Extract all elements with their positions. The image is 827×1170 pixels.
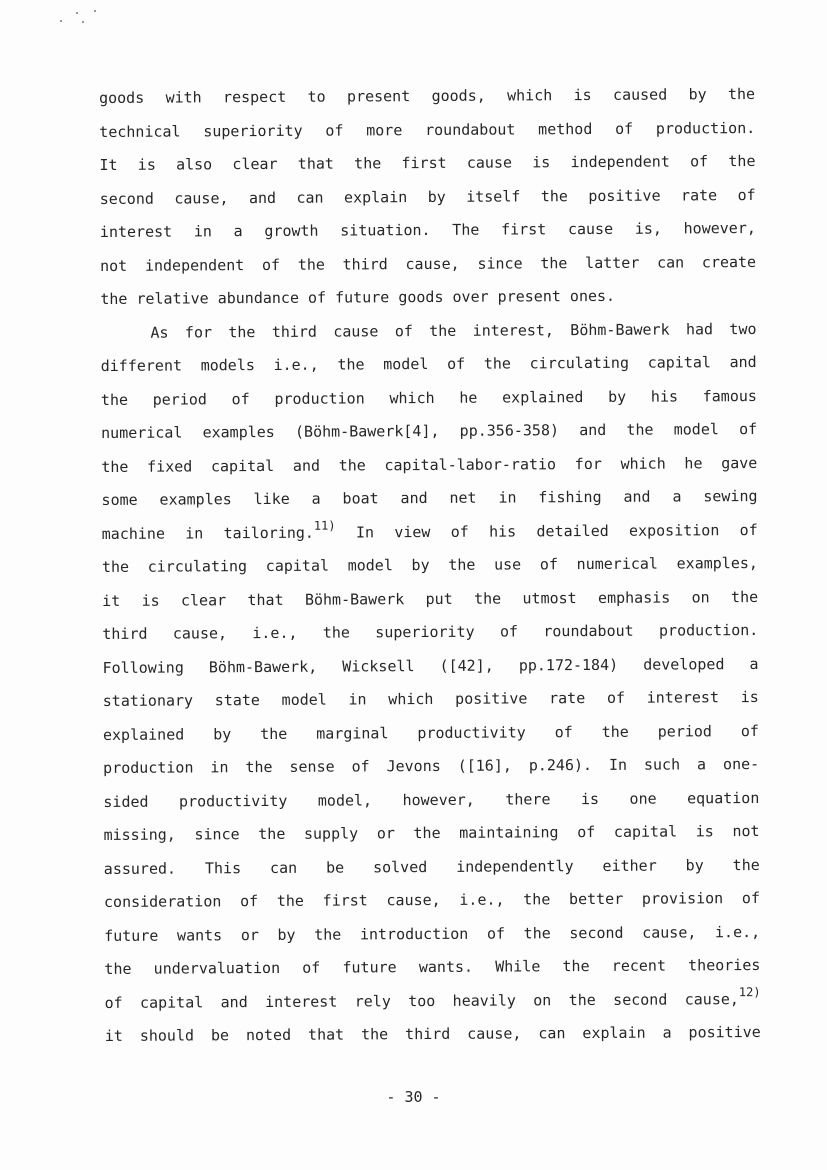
text-line: it should be noted that the third cause, can explain a positive xyxy=(104,1022,761,1045)
text-line: of capital and interest rely too heavily on the second cause,$^{12)}$ xyxy=(104,984,761,1012)
text-line: numerical examples (Böhm-Bawerk[4], pp.356-358) and the model of xyxy=(101,419,758,442)
text-line: It is also clear that the first cause is independent of the xyxy=(99,151,756,174)
text-line: different models i.e., the model of the circulating capital and xyxy=(100,352,757,375)
text-line: it is clear that Böhm-Bawerk put the utmost emphasis on the xyxy=(102,587,759,610)
scan-specks xyxy=(56,8,106,28)
text-line: sided productivity model, however, there is one equation xyxy=(103,788,760,811)
text-line: third cause, i.e., the superiority of roundabout production. xyxy=(102,620,759,643)
text-line: missing, since the supply or the maintaining of capital is not xyxy=(103,821,760,844)
text-line: interest in a growth situation. The first cause is, however, xyxy=(99,218,756,241)
text-line: consideration of the first cause, i.e., the better provision of xyxy=(103,888,761,911)
footnote-mark: 12) xyxy=(738,984,761,999)
paragraph-start-line: As for the third cause of the interest, Böhm-Bawerk had two xyxy=(150,319,757,342)
text-line: production in the sense of Jevons ([16], p.246). In such a one- xyxy=(103,754,760,777)
text-line: technical superiority of more roundabout method of production. xyxy=(99,118,756,141)
text-line: machine in tailoring.$^{11)}$ In view of his detailed exposition of xyxy=(101,518,758,543)
text-line: the relative abundance of future goods over present ones. xyxy=(100,286,616,308)
page-number: - 30 - xyxy=(386,1088,441,1106)
text-line: some examples like a boat and net in fishing and a sewing xyxy=(101,486,758,509)
text-line: the fixed capital and the capital-labor-ratio for which he gave xyxy=(101,453,758,476)
text-line: not independent of the third cause, since the latter can create xyxy=(100,252,757,275)
text-line: Following Böhm-Bawerk, Wicksell ([42], pp.172-184) developed a xyxy=(102,654,759,677)
text-line: the period of production which he explained by his famous xyxy=(100,386,757,409)
text-line: the undervaluation of future wants. While the recent theories xyxy=(104,955,761,978)
text-line: goods with respect to present goods, which is caused by the xyxy=(99,84,756,107)
text-line: explained by the marginal productivity of the period of xyxy=(102,721,759,744)
text-line: stationary state model in which positive rate of interest is xyxy=(102,687,759,710)
text-line: assured. This can be solved independently either by the xyxy=(103,855,760,878)
text-line: future wants or by the introduction of the second cause, i.e., xyxy=(104,922,761,945)
text-line: the circulating capital model by the use of numerical examples, xyxy=(101,553,758,576)
body-text xyxy=(99,84,764,1045)
text-line: second cause, and can explain by itself the positive rate of xyxy=(99,185,756,208)
footnote-mark: 11) xyxy=(313,518,336,533)
